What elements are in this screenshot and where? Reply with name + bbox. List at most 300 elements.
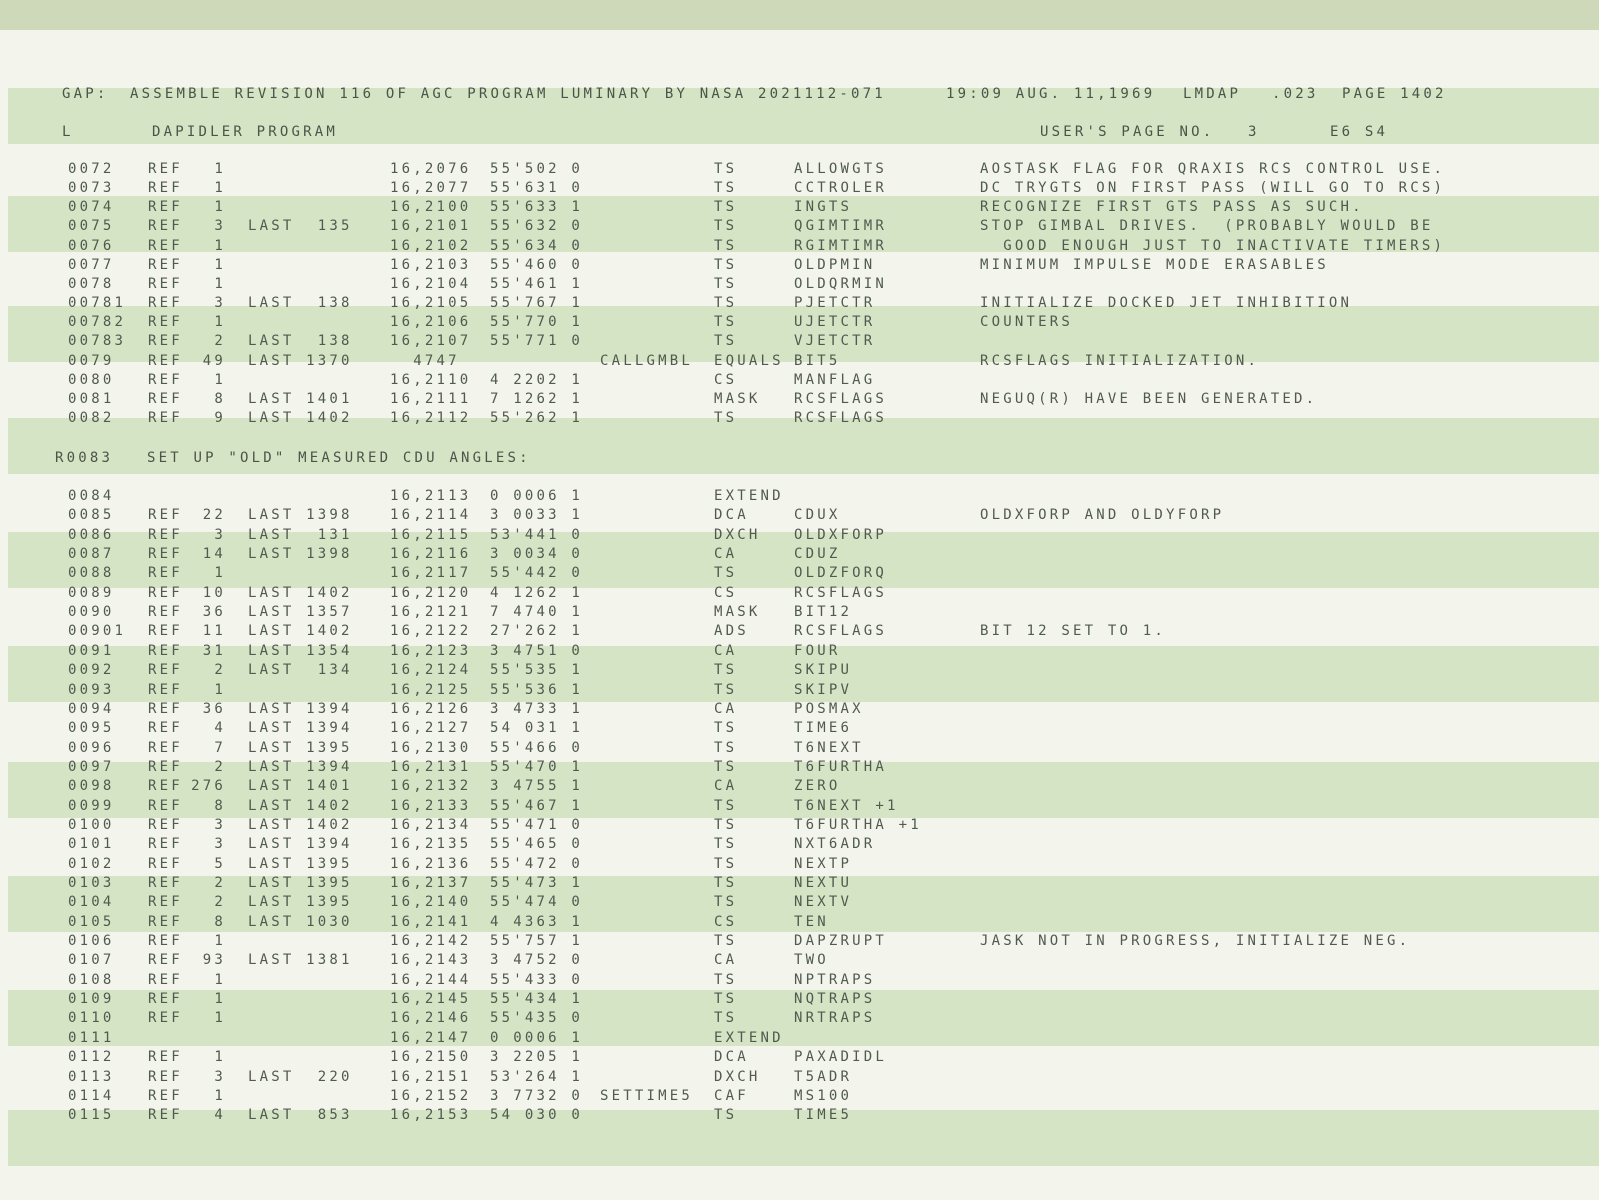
address: 16,2103 — [390, 256, 472, 273]
line-number: 0074 — [68, 199, 115, 216]
ref-count: 7 — [214, 739, 226, 756]
operand: T6NEXT — [794, 739, 864, 756]
line-number: 0093 — [68, 681, 115, 698]
listing-row — [0, 237, 1599, 256]
object-code: 54 030 0 — [490, 1107, 584, 1124]
ref-count: 22 — [202, 507, 226, 524]
ref-count: 8 — [214, 390, 226, 407]
ref-label: REF — [148, 797, 183, 814]
address: 16,2116 — [390, 546, 472, 563]
ref-label: REF — [148, 314, 183, 331]
ref-count: 3 — [214, 1068, 226, 1085]
object-code: 4 4363 1 — [490, 913, 584, 930]
ref-count: 10 — [202, 584, 226, 601]
ref-count: 1 — [214, 971, 226, 988]
last-ref: LAST 1395 — [248, 855, 353, 872]
operand: TEN — [794, 913, 829, 930]
address: 16,2110 — [390, 371, 472, 388]
ref-count: 1 — [214, 565, 226, 582]
operand: BIT12 — [794, 604, 853, 621]
object-code: 27'262 1 — [490, 623, 584, 640]
section-text: SET UP "OLD" MEASURED CDU ANGLES: — [147, 450, 531, 466]
listing-row — [0, 1048, 1599, 1067]
address: 16,2143 — [390, 952, 472, 969]
object-code: 55'442 0 — [490, 565, 584, 582]
listing-row — [0, 160, 1599, 179]
address: 16,2107 — [390, 333, 472, 350]
address: 16,2106 — [390, 314, 472, 331]
ref-count: 3 — [214, 526, 226, 543]
ref-label: REF — [148, 971, 183, 988]
ref-label: REF — [148, 720, 183, 737]
listing-row — [0, 371, 1599, 390]
operand: NXT6ADR — [794, 836, 876, 853]
users-page-number: 3 — [1248, 124, 1260, 140]
operand: RCSFLAGS — [794, 623, 888, 640]
address: 16,2100 — [390, 199, 472, 216]
object-code: 53'441 0 — [490, 526, 584, 543]
operand: SKIPV — [794, 681, 853, 698]
listing-row — [0, 893, 1599, 912]
address: 16,2132 — [390, 778, 472, 795]
operand: BIT5 — [794, 352, 841, 369]
line-number: 0103 — [68, 875, 115, 891]
ref-label: REF — [148, 565, 183, 582]
page-header — [0, 85, 1599, 104]
opcode: TS — [714, 295, 738, 312]
listing-row — [0, 256, 1599, 275]
line-number: 0100 — [68, 816, 115, 833]
operand: DAPZRUPT — [794, 933, 888, 950]
comment: STOP GIMBAL DRIVES. (PROBABLY WOULD BE — [980, 218, 1434, 235]
line-number: 0084 — [68, 488, 115, 504]
object-code: 3 4752 0 — [490, 952, 584, 969]
operand: CCTROLER — [794, 180, 888, 197]
ref-count: 49 — [202, 352, 226, 369]
opcode: DCA — [714, 1049, 749, 1066]
opcode: TS — [714, 739, 738, 756]
object-code: 3 4751 0 — [490, 642, 584, 659]
ref-label: REF — [148, 933, 183, 950]
ref-count: 3 — [214, 218, 226, 235]
ref-count: 1 — [214, 371, 226, 388]
address: 16,2146 — [390, 1010, 472, 1027]
object-code: 55'535 1 — [490, 662, 584, 679]
opcode: TS — [714, 180, 738, 197]
ref-label: REF — [148, 333, 183, 350]
object-code: 54 031 1 — [490, 720, 584, 737]
line-number: 0080 — [68, 371, 115, 388]
address: 16,2121 — [390, 604, 472, 621]
line-number: 0087 — [68, 546, 115, 563]
line-number: 0085 — [68, 507, 115, 524]
operand: PJETCTR — [794, 295, 876, 312]
address: 16,2076 — [390, 161, 472, 177]
line-number: 00781 — [68, 295, 127, 312]
last-ref: LAST 1030 — [248, 913, 353, 930]
opcode: TS — [714, 565, 738, 582]
operand: CDUZ — [794, 546, 841, 563]
listing-row — [0, 584, 1599, 603]
object-code: 55'435 0 — [490, 1010, 584, 1027]
gap-label: GAP: — [62, 86, 109, 102]
object-code: 7 1262 1 — [490, 390, 584, 407]
address: 16,2130 — [390, 739, 472, 756]
line-number: 00783 — [68, 333, 127, 350]
last-ref: LAST 220 — [248, 1068, 353, 1085]
listing-row — [0, 700, 1599, 719]
opcode: CA — [714, 778, 738, 795]
address: 16,2144 — [390, 971, 472, 988]
comment: RCSFLAGS INITIALIZATION. — [980, 352, 1260, 369]
opcode: EXTEND — [714, 488, 784, 504]
ref-count: 3 — [214, 295, 226, 312]
opcode: TS — [714, 681, 738, 698]
opcode: CS — [714, 371, 738, 388]
address: 16,2126 — [390, 700, 472, 717]
ref-label: REF — [148, 662, 183, 679]
listing-row — [0, 777, 1599, 796]
operand: UJETCTR — [794, 314, 876, 331]
listing-row — [0, 951, 1599, 970]
ref-label: REF — [148, 237, 183, 254]
object-code: 55'434 1 — [490, 991, 584, 1008]
ref-label: REF — [148, 816, 183, 833]
listing-row — [0, 913, 1599, 932]
operand: MANFLAG — [794, 371, 876, 388]
comment: MINIMUM IMPULSE MODE ERASABLES — [980, 256, 1329, 273]
address: 4747 — [390, 352, 460, 369]
line-number: 0094 — [68, 700, 115, 717]
page-number: PAGE 1402 — [1342, 86, 1447, 102]
ref-count: 1 — [214, 991, 226, 1008]
operand: INGTS — [794, 199, 853, 216]
comment: NEGUQ(R) HAVE BEEN GENERATED. — [980, 390, 1318, 407]
listing-row — [0, 797, 1599, 816]
address: 16,2112 — [390, 409, 472, 426]
line-number: 0078 — [68, 275, 115, 292]
last-ref: LAST 1395 — [248, 875, 353, 891]
ref-count: 8 — [214, 913, 226, 930]
operand: RGIMTIMR — [794, 237, 888, 254]
line-number: 0097 — [68, 758, 115, 775]
operand: NEXTP — [794, 855, 853, 872]
opcode: DXCH — [714, 1068, 761, 1085]
ref-label: REF — [148, 739, 183, 756]
listing-row — [0, 294, 1599, 313]
version-number: .023 — [1272, 86, 1319, 102]
line-number: 0088 — [68, 565, 115, 582]
address: 16,2141 — [390, 913, 472, 930]
ref-label: REF — [148, 295, 183, 312]
ref-label: REF — [148, 758, 183, 775]
operand: T5ADR — [794, 1068, 853, 1085]
listing-row — [0, 1009, 1599, 1028]
program-name: LMDAP — [1183, 86, 1242, 102]
object-code: 3 4755 1 — [490, 778, 584, 795]
address: 16,2151 — [390, 1068, 472, 1085]
listing-row — [0, 313, 1599, 332]
address: 16,2135 — [390, 836, 472, 853]
section-number: R0083 — [55, 450, 114, 466]
ref-label: REF — [148, 1049, 183, 1066]
line-number: 0096 — [68, 739, 115, 756]
object-code: 55'536 1 — [490, 681, 584, 698]
ref-count: 1 — [214, 180, 226, 197]
line-number: 0106 — [68, 933, 115, 950]
address: 16,2127 — [390, 720, 472, 737]
address: 16,2114 — [390, 507, 472, 524]
last-ref: LAST 135 — [248, 218, 353, 235]
object-code: 55'433 0 — [490, 971, 584, 988]
address: 16,2131 — [390, 758, 472, 775]
ref-label: REF — [148, 584, 183, 601]
object-code: 55'771 0 — [490, 333, 584, 350]
ref-count: 3 — [214, 836, 226, 853]
operand: OLDZFORQ — [794, 565, 888, 582]
operand: RCSFLAGS — [794, 584, 888, 601]
object-code: 55'470 1 — [490, 758, 584, 775]
operand: PAXADIDL — [794, 1049, 888, 1066]
last-ref: LAST 1354 — [248, 642, 353, 659]
line-number: 0073 — [68, 180, 115, 197]
ref-label: REF — [148, 199, 183, 216]
object-code: 55'467 1 — [490, 797, 584, 814]
ref-count: 1 — [214, 161, 226, 177]
object-code: 55'634 0 — [490, 237, 584, 254]
object-code: 55'632 0 — [490, 218, 584, 235]
operand: QGIMTIMR — [794, 218, 888, 235]
opcode: TS — [714, 1010, 738, 1027]
comment: COUNTERS — [980, 314, 1074, 331]
address: 16,2122 — [390, 623, 472, 640]
last-ref: LAST 1401 — [248, 390, 353, 407]
ref-count: 3 — [214, 816, 226, 833]
operand: OLDQRMIN — [794, 275, 888, 292]
ref-label: REF — [148, 1010, 183, 1027]
address: 16,2145 — [390, 991, 472, 1008]
ref-label: REF — [148, 218, 183, 235]
address: 16,2136 — [390, 855, 472, 872]
line-number: 0089 — [68, 584, 115, 601]
last-ref: LAST 853 — [248, 1107, 353, 1124]
comment: BIT 12 SET TO 1. — [980, 623, 1167, 640]
opcode: CAF — [714, 1087, 749, 1104]
line-number: 0102 — [68, 855, 115, 872]
operand: TWO — [794, 952, 829, 969]
ref-count: 8 — [214, 797, 226, 814]
ref-count: 5 — [214, 855, 226, 872]
listing-row — [0, 545, 1599, 564]
ref-count: 36 — [202, 700, 226, 717]
address: 16,2123 — [390, 642, 472, 659]
listing-row — [0, 332, 1599, 351]
listing-row — [0, 758, 1599, 777]
operand: T6FURTHA — [794, 758, 888, 775]
listing-row — [0, 217, 1599, 236]
operand: NRTRAPS — [794, 1010, 876, 1027]
ref-label: REF — [148, 623, 183, 640]
opcode: TS — [714, 662, 738, 679]
ref-label: REF — [148, 390, 183, 407]
ref-label: REF — [148, 546, 183, 563]
object-code: 55'473 1 — [490, 875, 584, 891]
opcode: CA — [714, 700, 738, 717]
opcode: EQUALS — [714, 352, 784, 369]
object-code: 4 2202 1 — [490, 371, 584, 388]
address: 16,2111 — [390, 390, 472, 407]
line-number: 0112 — [68, 1049, 115, 1066]
ref-count: 2 — [214, 894, 226, 911]
object-code: 55'471 0 — [490, 816, 584, 833]
ref-label: REF — [148, 1087, 183, 1104]
opcode: TS — [714, 314, 738, 331]
address: 16,2150 — [390, 1049, 472, 1066]
ref-label: REF — [148, 700, 183, 717]
line-number: 0104 — [68, 894, 115, 911]
listing-row — [0, 564, 1599, 583]
opcode: DXCH — [714, 526, 761, 543]
comment: JASK NOT IN PROGRESS, INITIALIZE NEG. — [980, 933, 1411, 950]
operand: MS100 — [794, 1087, 853, 1104]
ref-count: 1 — [214, 1010, 226, 1027]
opcode: TS — [714, 816, 738, 833]
listing-row — [0, 487, 1599, 506]
ref-label: REF — [148, 642, 183, 659]
ref-count: 1 — [214, 237, 226, 254]
ref-count: 1 — [214, 1087, 226, 1104]
opcode: EXTEND — [714, 1029, 784, 1046]
operand: ZERO — [794, 778, 841, 795]
operand: ALLOWGTS — [794, 161, 888, 177]
ref-label: REF — [148, 894, 183, 911]
address: 16,2153 — [390, 1107, 472, 1124]
address: 16,2117 — [390, 565, 472, 582]
address: 16,2142 — [390, 933, 472, 950]
line-number: 0086 — [68, 526, 115, 543]
address: 16,2124 — [390, 662, 472, 679]
symbol-label: CALLGMBL — [600, 352, 694, 369]
line-number: 0110 — [68, 1010, 115, 1027]
last-ref: LAST 1357 — [248, 604, 353, 621]
address: 16,2077 — [390, 180, 472, 197]
last-ref: LAST 1398 — [248, 546, 353, 563]
ref-label: REF — [148, 371, 183, 388]
comment: OLDXFORP AND OLDYFORP — [980, 507, 1225, 524]
listing-row — [0, 642, 1599, 661]
ref-count: 1 — [214, 199, 226, 216]
ref-label: REF — [148, 161, 183, 177]
object-code: 3 7732 0 — [490, 1087, 584, 1104]
object-code: 0 0006 1 — [490, 1029, 584, 1046]
assembly-time: 19:09 AUG. 11,1969 — [946, 86, 1156, 102]
ref-label: REF — [148, 855, 183, 872]
object-code: 3 2205 1 — [490, 1049, 584, 1066]
operand: NEXTV — [794, 894, 853, 911]
opcode: TS — [714, 875, 738, 891]
opcode: TS — [714, 161, 738, 177]
opcode: CS — [714, 913, 738, 930]
operand: OLDXFORP — [794, 526, 888, 543]
last-ref: LAST 1402 — [248, 623, 353, 640]
listing-row — [0, 874, 1599, 893]
opcode: TS — [714, 836, 738, 853]
object-code: 53'264 1 — [490, 1068, 584, 1085]
address: 16,2104 — [390, 275, 472, 292]
opcode: TS — [714, 333, 738, 350]
listing-row — [0, 506, 1599, 525]
ref-label: REF — [148, 256, 183, 273]
opcode: TS — [714, 855, 738, 872]
ref-count: 4 — [214, 720, 226, 737]
opcode: CA — [714, 642, 738, 659]
line-number: 0114 — [68, 1087, 115, 1104]
ref-label: REF — [148, 952, 183, 969]
listing-row — [0, 275, 1599, 294]
address: 16,2120 — [390, 584, 472, 601]
last-ref: LAST 1402 — [248, 816, 353, 833]
address: 16,2102 — [390, 237, 472, 254]
symbol-label: SETTIME5 — [600, 1087, 694, 1104]
page-subheader — [0, 123, 1599, 142]
address: 16,2137 — [390, 875, 472, 891]
ref-label: REF — [148, 1068, 183, 1085]
comment: INITIALIZE DOCKED JET INHIBITION — [980, 295, 1353, 312]
address: 16,2134 — [390, 816, 472, 833]
listing-row — [0, 409, 1599, 428]
opcode: TS — [714, 720, 738, 737]
comment: GOOD ENOUGH JUST TO INACTIVATE TIMERS) — [980, 237, 1446, 254]
listing-row — [0, 739, 1599, 758]
last-ref: LAST 1402 — [248, 584, 353, 601]
operand: OLDPMIN — [794, 256, 876, 273]
object-code: 55'767 1 — [490, 295, 584, 312]
ref-count: 276 — [191, 778, 226, 795]
ref-count: 1 — [214, 275, 226, 292]
opcode: TS — [714, 256, 738, 273]
listing-row — [0, 352, 1599, 371]
object-code: 55'474 0 — [490, 894, 584, 911]
comment: AOSTASK FLAG FOR QRAXIS RCS CONTROL USE. — [980, 161, 1446, 177]
ref-count: 1 — [214, 256, 226, 273]
listing-row — [0, 1029, 1599, 1048]
address: 16,2140 — [390, 894, 472, 911]
line-number: 0082 — [68, 409, 115, 426]
comment: RECOGNIZE FIRST GTS PASS AS SUCH. — [980, 199, 1364, 216]
sheet-code: E6 S4 — [1330, 124, 1389, 140]
address: 16,2101 — [390, 218, 472, 235]
address: 16,2125 — [390, 681, 472, 698]
operand: NPTRAPS — [794, 971, 876, 988]
line-number: 0079 — [68, 352, 115, 369]
last-ref: LAST 1381 — [248, 952, 353, 969]
opcode: MASK — [714, 604, 761, 621]
listing-row — [0, 719, 1599, 738]
line-number: 0077 — [68, 256, 115, 273]
top-edge-band — [0, 0, 1599, 30]
address: 16,2147 — [390, 1029, 472, 1046]
object-code: 55'757 1 — [490, 933, 584, 950]
ref-count: 1 — [214, 933, 226, 950]
operand: NEXTU — [794, 875, 853, 891]
opcode: DCA — [714, 507, 749, 524]
object-code: 55'633 1 — [490, 199, 584, 216]
operand: RCSFLAGS — [794, 409, 888, 426]
last-ref: LAST 1395 — [248, 739, 353, 756]
listing-row — [0, 1087, 1599, 1106]
opcode: TS — [714, 991, 738, 1008]
opcode: TS — [714, 797, 738, 814]
